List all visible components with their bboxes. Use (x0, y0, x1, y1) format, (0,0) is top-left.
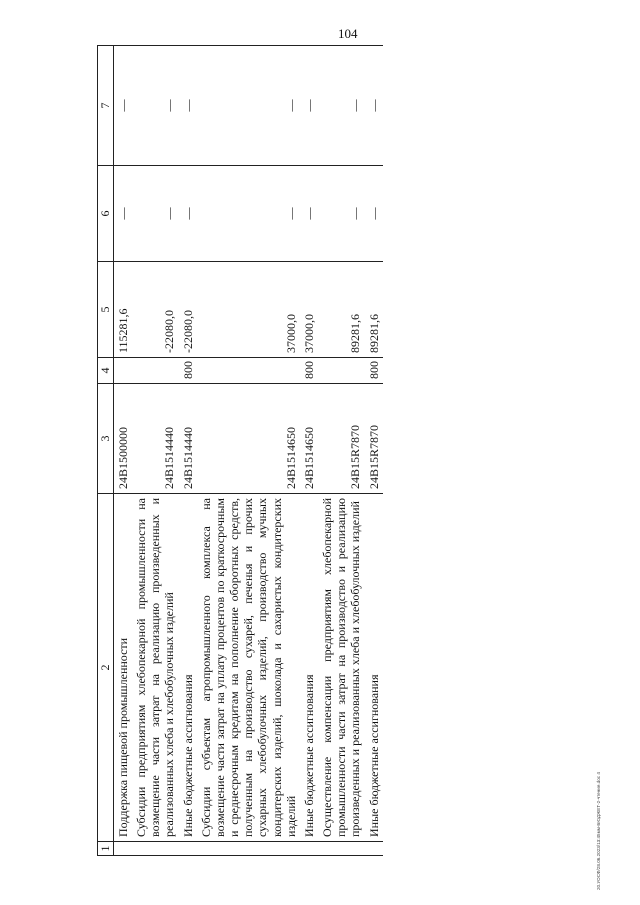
table-row (300, 46, 318, 856)
table-header-row (98, 46, 114, 856)
row-code: 24В1514440 (179, 384, 197, 494)
header-cell: 6 (98, 166, 114, 262)
page-number: 104 (338, 26, 358, 41)
row-number-cell (179, 842, 197, 856)
row-type (318, 358, 364, 384)
row-amount: 115281,6 (114, 262, 133, 358)
row-amount: 89281,6 (365, 262, 383, 358)
row-type (197, 358, 300, 384)
row-name: Поддержка пищевой промышленности (114, 494, 133, 842)
row-code: 24В1514440 (132, 384, 178, 494)
row-type (114, 358, 133, 384)
row-type: 800 (179, 358, 197, 384)
row-col7: — (114, 46, 133, 166)
row-amount: -22080,0 (179, 262, 197, 358)
row-col7: — (179, 46, 197, 166)
row-name: Иные бюджетные ассигнования (179, 494, 197, 842)
row-code: 24В1514650 (197, 384, 300, 494)
header-cell: 2 (98, 494, 114, 842)
row-col6: — (179, 166, 197, 262)
header-cell: 4 (98, 358, 114, 384)
header-cell: 1 (98, 842, 114, 856)
budget-table-frame (97, 46, 543, 856)
row-name: Субсидии предприятиям хлебопекарной промышленности на возмещение части затрат на реализацию произведенных и реализованных хлеба и хлебобулочных изделий (132, 494, 178, 842)
row-number-cell (132, 842, 178, 856)
table-row (365, 46, 383, 856)
row-number-cell (365, 842, 383, 856)
header-cell: 7 (98, 46, 114, 166)
row-col7: — (365, 46, 383, 166)
row-col6: — (300, 166, 318, 262)
table-row (197, 46, 300, 856)
row-number-cell (114, 842, 133, 856)
row-number-cell (300, 842, 318, 856)
row-col7: — (197, 46, 300, 166)
row-col7: — (132, 46, 178, 166)
row-col7: — (318, 46, 364, 166)
header-cell: 3 (98, 384, 114, 494)
row-code: 24В15R7870 (365, 384, 383, 494)
header-cell: 5 (98, 262, 114, 358)
row-amount: 89281,6 (318, 262, 364, 358)
footer-stamp: 20.УОСФ/28.06.2023/13:45мм-БЮДЖЕТ-2-чтение.doc 4 (596, 772, 601, 890)
row-code: 24В1514650 (300, 384, 318, 494)
row-name: Иные бюджетные ассигнования (365, 494, 383, 842)
table-row (179, 46, 197, 856)
row-number-cell (197, 842, 300, 856)
row-col6: — (318, 166, 364, 262)
row-col6: — (132, 166, 178, 262)
row-name: Субсидии субъектам агропромышленного комплекса на возмещение части затрат на уплату процентов по краткосрочным и среднесрочным кредитам на пополнение оборотных средств, полученным на производство сухарей, печенья и прочих сухарных хлебобулочных изделий, производство мучных кондитерских изделий, шоколада и сахаристых кондитерских изделий (197, 494, 300, 842)
row-type: 800 (300, 358, 318, 384)
table-row (318, 46, 364, 856)
row-col7: — (300, 46, 318, 166)
row-name: Иные бюджетные ассигнования (300, 494, 318, 842)
budget-table (97, 45, 383, 856)
row-type (132, 358, 178, 384)
row-amount: 37000,0 (197, 262, 300, 358)
row-col6: — (114, 166, 133, 262)
row-amount: -22080,0 (132, 262, 178, 358)
row-type: 800 (365, 358, 383, 384)
table-row (132, 46, 178, 856)
row-col6: — (197, 166, 300, 262)
row-name: Осуществление компенсации предприятиям хлебопекарной промышленности части затрат на производство и реализацию произведенных и реализованных хлеба и хлебобулочных изделий (318, 494, 364, 842)
row-code: 24В1500000 (114, 384, 133, 494)
row-number-cell (318, 842, 364, 856)
row-code: 24В15R7870 (318, 384, 364, 494)
table-row (114, 46, 133, 856)
row-col6: — (365, 166, 383, 262)
row-amount: 37000,0 (300, 262, 318, 358)
